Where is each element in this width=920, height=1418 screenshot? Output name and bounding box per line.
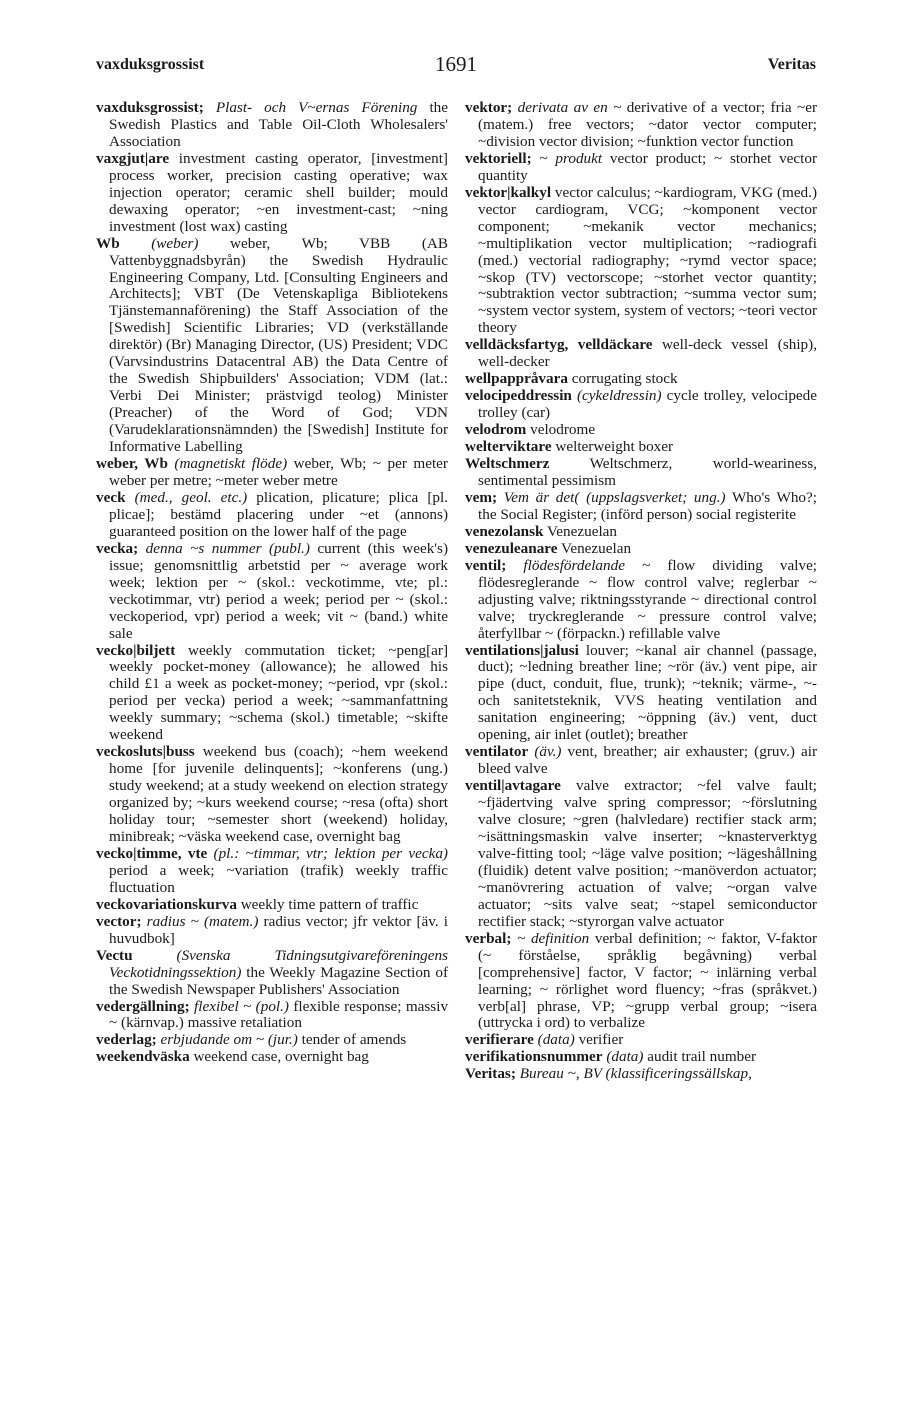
entry-definition: current (this week's) issue; genomsnittlig arbetstid per ~ average work week; lektion per ~ (skol.: veckotimme, vte; pl.: veckotimmar, vtr) period a week; period per ~ (skol.: veckoperiod, vpr) period a week; vit ~ (band.) white sale <box>109 539 449 642</box>
entry-definition: verbal definition; ~ faktor, V-faktor (~ förståelse, språklig begåvning) verbal [comprehensive] factor, V factor; ~ inlärning verbal learning; ~ rörlighet word fluency; ~fras (språkvet.) verb[al] phrase, VP; ~grupp verbal group; ~isera (uttrycka i ord) to verbalize <box>478 929 818 1032</box>
dictionary-entry <box>465 185 817 338</box>
entry-label: flexibel ~ (pol.) <box>194 997 289 1015</box>
dictionary-entry <box>96 151 448 236</box>
entry-headword: ventil|avtagare <box>465 777 561 795</box>
entry-label: (magnetiskt flöde) <box>174 455 288 473</box>
entry-definition: louver; ~kanal air channel (passage, duct); ~ledning breather line; ~rör (äv.) vent pipe, air pipe (duct, conduit, flue, trunk); ~teknik; värme-, ~- och sanitetsteknik, VVS heating ventilation and sanitation engineering; ~öppning (äv.) vent, duct opening, air inlet (outlet); breather <box>478 641 818 744</box>
left-column <box>96 100 448 1066</box>
entry-headword: Wb <box>96 234 120 252</box>
entry-headword: veckosluts|buss <box>96 743 195 761</box>
entry-headword: vecko|timme, vte <box>96 844 208 862</box>
entry-headword: welterviktare <box>465 438 552 456</box>
entry-definition: the Weekly Magazine Section of the Swedish Newspaper Publishers' Association <box>109 963 448 998</box>
entry-definition: investment casting operator, [investment] process worker, precision casting operative; wax injection operator; ceramic shell builder; mould dewaxing operator; ~en investment-cast; ~ning investment (lost wax) casting <box>109 149 448 235</box>
entry-label: ~ definition <box>517 929 590 947</box>
page-number: 1691 <box>435 52 477 76</box>
entry-headword: vektoriell; <box>465 149 532 167</box>
dictionary-entry <box>96 490 448 541</box>
entry-definition: well-deck vessel (ship), well-decker <box>478 336 817 371</box>
entry-headword: weber, Wb <box>96 455 168 473</box>
entry-headword: velodrom <box>465 421 527 439</box>
entry-headword: vector; <box>96 912 142 930</box>
page-header <box>96 52 816 82</box>
entry-label: Vem är det( (uppslagsverket; ung.) <box>503 488 726 506</box>
entry-headword: velocipeddressin <box>465 387 572 405</box>
entry-headword: veck <box>96 488 126 506</box>
entry-headword: vecka; <box>96 539 139 557</box>
dictionary-entry <box>465 558 817 643</box>
entry-definition: cycle trolley, velocipede trolley (car) <box>478 387 818 422</box>
entry-definition: vent, breather; air exhauster; (gruv.) air bleed valve <box>478 743 818 778</box>
dictionary-entry <box>465 388 817 422</box>
dictionary-entry <box>465 100 817 151</box>
entry-label: (med., geol. etc.) <box>134 488 248 506</box>
dictionary-entry <box>465 744 817 778</box>
entry-definition: the Swedish Plastics and Table Oil-Cloth Wholesalers' Association <box>109 99 449 150</box>
entry-headword: verbal; <box>465 929 512 947</box>
entry-headword: vem; <box>465 488 498 506</box>
entry-definition: welterweight boxer <box>555 438 674 456</box>
entry-label: derivata av en ~ <box>517 99 622 116</box>
entry-headword: Vectu <box>96 946 133 964</box>
entry-definition: weber, Wb; VBB (AB Vattenbyggnadsbyrån) the Swedish Hydraulic Engineering Company, Ltd. [Consulting Engineers and Architects]; VBT (De Vetenskapliga Bibliotekens Tjänstemannaförening) the Staff Association of the [Swedish] Scientific Libraries; VD (verkställande direktör) (Br) Managing Director, (US) President; VDC (Varvsindustrins Datacentral AB) the Data Centre of the Swedish Shipbuilders' Association; VDM (lat.: Verbi Dei Minister; prästvigd teolog) Minister (Preacher) of the Word of God; VDN (Varudeklarationsnämnden) the [Swedish] Institute for Informative Labelling <box>109 234 449 456</box>
entry-headword: veckovariationskurva <box>96 895 237 913</box>
dictionary-entry <box>465 1049 817 1066</box>
entry-definition: Venezuelan <box>561 539 632 557</box>
dictionary-entry <box>465 422 817 439</box>
dictionary-entry <box>96 914 448 948</box>
entry-headword: Veritas; <box>465 1065 516 1083</box>
entry-definition: valve extractor; ~fel valve fault; ~fjädertving valve spring compressor; ~förslutning valve closure; ~gren (halvledare) rectifier stack arm; ~isättningsmaskin valve inserter; ~knasterverktyg valve-fitting tool; ~läge valve position; ~lägeshållning (fluidik) detent valve position; ~manöverdon actuator; ~manövrering actuation of valve; ~organ valve actuator; ~sits valve seat; ~stapel semiconductor rectifier stack; ~styrorgan valve actuator <box>478 777 818 930</box>
entry-label: (äv.) <box>534 743 562 761</box>
dictionary-entry <box>465 337 817 371</box>
entry-definition: Venezuelan <box>547 522 618 540</box>
entry-headword: weekendväska <box>96 1048 190 1066</box>
dictionary-entry <box>465 1066 817 1083</box>
entry-headword: ventilator <box>465 743 529 761</box>
entry-headword: wellpappråvara <box>465 370 568 388</box>
dictionary-entry <box>96 948 448 999</box>
entry-definition: plication, plicature; plica [pl. plicae]; bestämd placering under ~et (annons) guaranteed position on the lower half of the page <box>109 488 448 540</box>
dictionary-entry <box>96 1032 448 1049</box>
dictionary-entry <box>96 456 448 490</box>
entry-label: Plast- och V~ernas Förening <box>215 99 418 116</box>
entry-definition: corrugating stock <box>571 370 678 388</box>
entry-headword: venezolansk <box>465 522 544 540</box>
entry-definition: Weltschmerz, world-weariness, sentimental pessimism <box>478 455 817 489</box>
entry-definition: weber, Wb; ~ per meter weber per metre; ~meter weber metre <box>109 455 448 489</box>
entry-headword: Weltschmerz <box>465 455 550 473</box>
entry-headword: vaxduksgrossist; <box>96 99 204 116</box>
dictionary-entry <box>465 931 817 1033</box>
dictionary-entry <box>96 1049 448 1066</box>
entry-definition: derivative of a vector; fria ~er (matem.) free vectors; ~dator vector computer; ~division vector division; ~funktion vector function <box>478 99 818 150</box>
entry-label: ~ produkt <box>539 149 603 167</box>
dictionary-entry <box>96 100 448 151</box>
dictionary-entry <box>96 897 448 914</box>
dictionary-entry <box>96 541 448 643</box>
dictionary-entry <box>465 151 817 185</box>
entry-label: (Svenska Tidningsutgivareföreningens Veckotidningssektion) <box>109 946 448 981</box>
entry-headword: vederlag; <box>96 1031 157 1049</box>
entry-definition: audit trail number <box>647 1048 757 1066</box>
dictionary-entry <box>465 643 817 745</box>
entry-headword: verifierare <box>465 1031 534 1049</box>
entry-label: radius ~ (matem.) <box>146 912 259 930</box>
entry-headword: ventilations|jalusi <box>465 641 579 659</box>
entry-definition: Who's Who?; the Social Register; (införd person) social registerite <box>478 488 817 523</box>
entry-definition: vector calculus; ~kardiogram, VKG (med.) vector cardiogram, VCG; ~komponent vector component; ~mekanik vector mechanics; ~multiplikation vector multiplication; ~radiografi (med.) vectorial radiography; ~rymd vector space; ~skop (TV) vectorscope; ~storhet vector quantity; ~subtraktion vector subtraction; ~summa vector sum; ~system vector system, system of vectors; ~teori vector theory <box>478 183 818 337</box>
entry-definition: period a week; ~variation (trafik) weekly traffic fluctuation <box>109 861 448 896</box>
dictionary-entry <box>465 524 817 541</box>
entry-definition: weekend case, overnight bag <box>193 1048 369 1066</box>
dictionary-entry <box>465 490 817 524</box>
dictionary-entry <box>465 1032 817 1049</box>
entry-definition: weekend bus (coach); ~hem weekend home [for juvenile delinquents]; ~konferens (ung.) study weekend; at a study weekend on election strategy organized by; ~kurs weekend course; ~resa (ofta) short holiday tour; ~semester short (weekend) holiday, minibreak; ~väska weekend case, overnight bag <box>109 743 449 845</box>
entry-headword: velldäcksfartyg, velldäckare <box>465 336 653 354</box>
dictionary-entry <box>465 439 817 456</box>
dictionary-entry <box>465 778 817 931</box>
entry-label: (cykeldressin) <box>576 387 662 405</box>
entry-definition: tender of amends <box>301 1031 407 1049</box>
entry-headword: ventil; <box>465 556 507 574</box>
entry-headword: venezuleanare <box>465 539 558 557</box>
entry-label: flödesfördelande ~ <box>523 556 651 574</box>
entry-definition: velodrome <box>530 421 596 439</box>
entry-headword: vedergällning; <box>96 997 190 1015</box>
guide-word-left: vaxduksgrossist <box>96 56 205 73</box>
entry-headword: vaxgjut|are <box>96 149 170 167</box>
entry-definition: radius vector; jfr vektor [äv. i huvudbok] <box>109 912 449 947</box>
entry-label: erbjudande om ~ (jur.) <box>160 1031 298 1049</box>
entry-definition: vector product; ~ storhet vector quantity <box>478 149 818 184</box>
entry-label: (weber) <box>151 234 199 252</box>
guide-word-right: Veritas <box>767 56 816 73</box>
dictionary-entry <box>465 456 817 490</box>
entry-label: (pl.: ~timmar, vtr; lektion per vecka) <box>213 844 448 862</box>
entry-headword: vecko|biljett <box>96 641 176 659</box>
entry-definition: weekly time pattern of traffic <box>240 895 419 913</box>
entry-headword: verifikationsnummer <box>465 1048 603 1066</box>
dictionary-entry <box>96 846 448 897</box>
entry-label: (data) <box>606 1048 644 1066</box>
entry-definition: flow dividing valve; flödesreglerande ~ flow control valve; reglerbar ~ adjusting valve; riktningsstyrande ~ directional control valve; tryckreglerande ~ pressure control valve; återfyllbar ~ (förpackn.) refillable valve <box>478 556 818 642</box>
right-column <box>465 100 817 1083</box>
dictionary-entry <box>96 999 448 1033</box>
dictionary-entry <box>96 236 448 456</box>
entry-label: Bureau ~, BV (klassificeringssällskap, <box>519 1065 752 1083</box>
entry-label: denna ~s nummer (publ.) <box>145 539 310 557</box>
entry-label: (data) <box>537 1031 575 1049</box>
entry-definition: flexible response; massiv ~ (kärnvap.) massive retaliation <box>109 997 449 1032</box>
entry-headword: vektor; <box>465 99 513 116</box>
entry-definition: verifier <box>578 1031 624 1049</box>
dictionary-entry <box>465 541 817 558</box>
entry-definition: weekly commutation ticket; ~peng[ar] weekly pocket-money (allowance); he allowed his child £1 a week as pocket-money; ~period, vpr (skol.: period per vecka) period a week; ~sammanfattning weekly summary; ~schema (skol.) timetable; ~skifte weekend <box>109 641 448 744</box>
dictionary-entry <box>96 643 448 745</box>
dictionary-entry <box>465 371 817 388</box>
dictionary-entry <box>96 744 448 846</box>
entry-headword: vektor|kalkyl <box>465 183 552 201</box>
